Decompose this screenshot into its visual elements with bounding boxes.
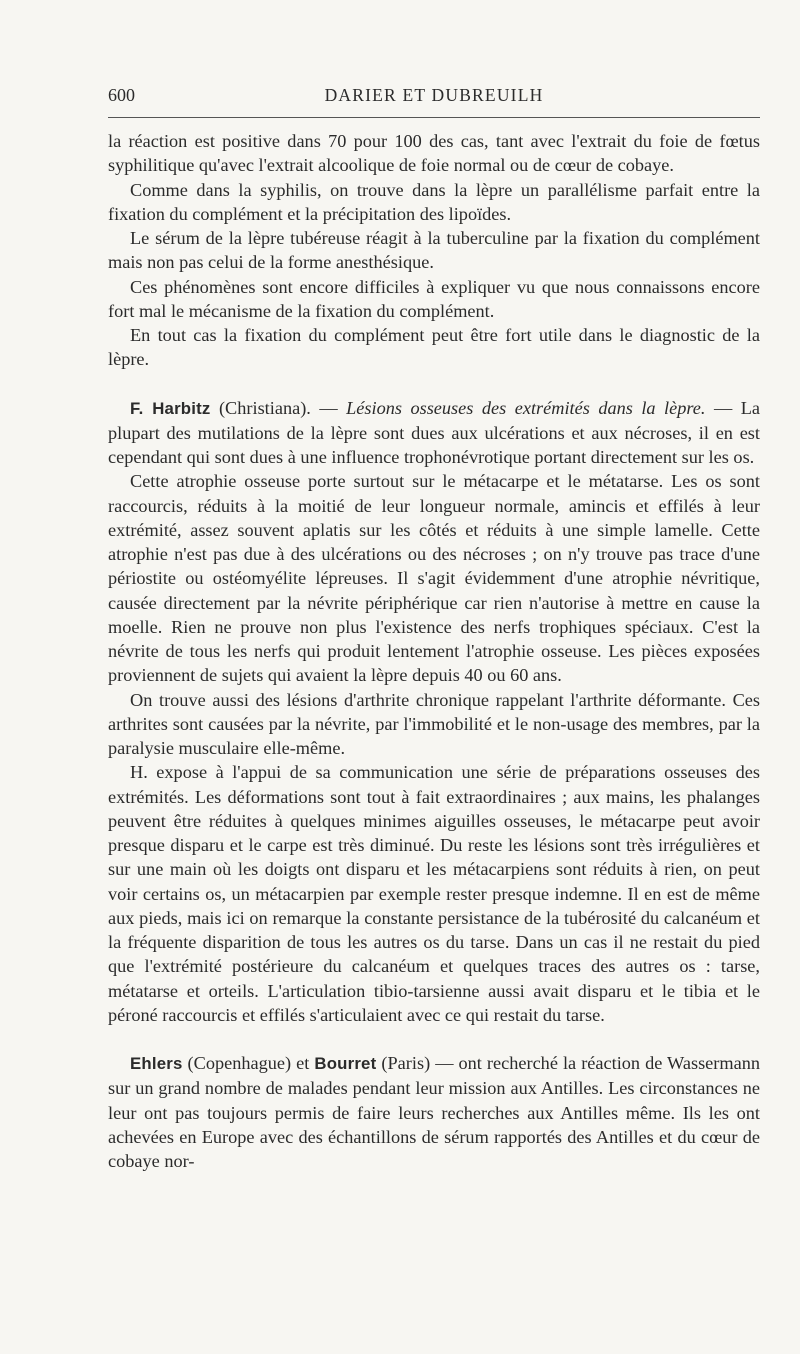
paragraph: Ces phénomènes sont encore difficiles à expliquer vu que nous connaissons encore fort mal le mécanisme de la fixation du complément. [108,276,760,321]
article-title: Lésions osseuses des extrémités dans la lèpre. [346,397,706,418]
section-gap [108,372,760,396]
page-number: 600 [108,85,135,105]
abstract-intro-paragraph [108,396,760,470]
author-name: F. Harbitz [130,398,211,418]
running-title: DARIER ET DUBREUILH [324,85,544,105]
body-text [108,129,760,1173]
author-name: Ehlers [130,1054,183,1073]
paragraph-text: — ont recherché la réaction de Wassermann sur un grand nombre de malades pendant leur mission aux Antilles. Les circonstances ne leur ont pas toujours permis de faire leurs recherches aux Antilles même. Ils les ont achevées en Europe avec des échantillons de sérum rapportés des Antilles et du cœur de cobaye nor- [108,1053,761,1171]
section-gap [108,1027,760,1051]
author-name: Bourret [314,1054,377,1073]
paragraph: Le sérum de la lèpre tubéreuse réagit à la tuberculine par la fixation du complément mais non pas celui de la forme anesthésique. [108,228,760,273]
paragraph: Comme dans la syphilis, on trouve dans la lèpre un parallélisme parfait entre la fixation du complément et la précipitation des lipoïdes. [108,179,760,224]
running-header [108,82,760,108]
abstract-intro-paragraph [108,1051,760,1173]
paragraph: H. expose à l'appui de sa communication une série de préparations osseuses des extrémités. Les déformations sont tout à fait extraordinaires ; aux mains, les phalanges peuvent être réduites à quelques minimes aiguilles osseuses, le métacarpe peut avoir presque disparu et le carpe est très diminué. Du reste les lésions sont très irrégulières et sur une main où les doigts ont disparu et les métacarpiens sont réduits à rien, on peut voir certains os, un métacarpien par exemple rester presque indemne. Il en est de même aux pieds, mais ici on remarque la constante persistance de la tubérosité du calcanéum et la fréquente disparition de tous les autres os du tarse. Dans un cas il ne restait du pied que l'extrémité postérieure du calcanéum et quelques traces des autres os : tarse, métatarse et orteils. L'articulation tibio-tarsienne aussi avait disparu et le tibia et le péroné raccourcis et effilés s'articulaient avec ce qui restait du tarse. [108,762,760,1025]
paragraph: On trouve aussi des lésions d'arthrite chronique rappelant l'arthrite déformante. Ces arthrites sont causées par la névrite, par l'immobilité et le non-usage des membres, par la paralysie musculaire elle-même. [108,689,760,758]
paragraph-text: — La plupart des mutilations de la lèpre sont dues aux ulcérations et aux nécroses, il en est cependant qui sont dues à une influence trophonévrotique portant directement sur les os. [108,397,760,467]
paragraph: Cette atrophie osseuse porte surtout sur le métacarpe et le métatarse. Les os sont raccourcis, réduits à la moitié de leur longueur normale, amincis et effilés à leur extrémité, assez souvent aplatis sur les côtés et réduits à une simple lamelle. Cette atrophie n'est pas due à des ulcérations ou des nécroses ; on n'y trouve pas trace d'une périostite ou ostéomyélite lépreuses. Il s'agit évidemment d'une atrophie névritique, causée directement par la névrite périphérique car rien n'autorise à mettre en cause la moelle. Rien ne prouve non plus l'existence des nerfs trophiques spéciaux. C'est la névrite de tous les nerfs qui produit lentement l'atrophie osseuse. Les pièces exposées proviennent de sujets qui avaient la lèpre depuis 40 ou 60 ans. [108,471,760,686]
header-rule [108,117,760,118]
author-place: (Copenhague) et [182,1053,315,1073]
paragraph: la réaction est positive dans 70 pour 100 des cas, tant avec l'extrait du foie de fœtus syphilitique qu'avec l'extrait alcoolique de foie normal ou de cœur de cobaye. [108,131,760,176]
author-place: (Paris) [376,1053,431,1073]
author-place: (Christiana). — [210,397,347,418]
paragraph: En tout cas la fixation du complément peut être fort utile dans le diagnostic de la lèpre. [108,325,760,370]
